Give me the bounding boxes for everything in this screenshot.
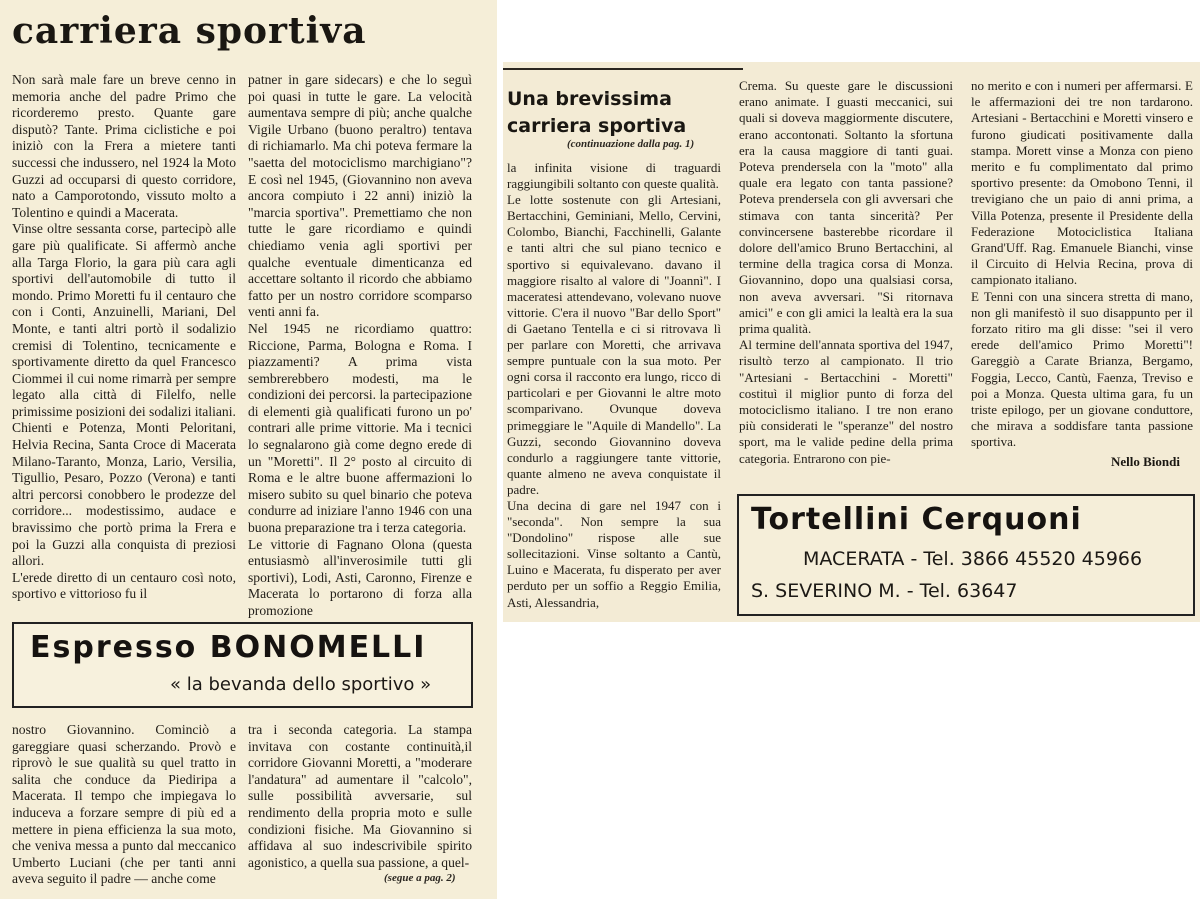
headline: carriera sportiva — [12, 10, 367, 52]
article-column-2: Crema. Su queste gare le discussioni erano animate. I guasti meccanici, sui quali si doveva maggiormente discutere, erano accontonati. Soltanto la sfortuna era la causa maggiore di tanti guai. Poteva prendersela con la "moto" alla quale era legato con tanta passione? Poteva prendersela con gli avversari che stimava con tanta sincerità? Per convincersene basterebbe ricordare il dolore dell'amico Bruno Bertacchini, al termine della tragica corsa di Monza. Giovannino, dopo una qualsiasi corsa, non aveva avversari. "Si ritornava amici" e con gli amici la lealtà era la sua prima qualità. Al termine dell'annata sportiva del 1947, risultò terzo al campionato. Il trio "Artesiani - Bertacchini - Moretti" costituì il miglior punto di forza del motociclismo italiano. I tre non erano più considerati le "speranze" del nostro sport, ma le valide pedine della prima categoria. Entrarono con pie- — [739, 78, 953, 466]
left-clipping — [0, 0, 497, 899]
byline: Nello Biondi — [1111, 454, 1180, 469]
article-column-4: tra i seconda categoria. La stampa invitava con costante continuità,il corridore Giovanni Moretti, a "moderare l'andatura" ad aumentare il "calcolo", sulle possibilità avversarie, sul rendimento della propria moto e sulle condizioni fisiche. Ma Giovannino si affidava al suo indescrivibile spirito agonistico, a quella sua passione, a quel- — [248, 722, 472, 870]
cerquoni-ad — [737, 494, 1195, 616]
article-column-3: no merito e con i numeri per affermarsi. E le affermazioni dei tre non tardarono. Artesiani - Bertacchini e Moretti vinsero e furono giudicati positivamente dalla stampa. Morett vinse a Monza con pieno merito e fu complimentato dal primo sportivo presente: da Omobono Tenni, il trevigiano che un paio di anni prima, a Villa Potenza, presente il Presidente della Federazione Motociclistica Italiana Grand'Uff. Rag. Emanuele Bianchi, vinse il Circuito di Helvia Recina, prova di campionato italiano. E Tenni con una sincera stretta di mano, non gli manifestò il suo disappunto per il forzato ritiro ma gli disse: "sei il vero erede dell'amico Primo Moretti"! Gareggiò a Carate Brianza, Bergamo, Foggia, Lecco, Cantù, Faenza, Treviso e poi a Monza. Questa ultima gara, fu un triste epilogo, per un giovane conduttore, che mirava a soddisfare tanta passione sportiva. — [971, 78, 1193, 450]
ad-brand-name: Espresso BONOMELLI — [30, 630, 427, 665]
top-rule — [503, 68, 743, 70]
headline-line-2: carriera sportiva — [507, 115, 687, 137]
article-column-3: nostro Giovannino. Cominciò a gareggiare quasi scherzando. Provò e riprovò le sue qualità su quel tratto in salita che conduce da Piediripa a Macerata. Il tempo che impiegava lo induceva a forzare sempre di più ed a mettere in piena efficienza la sua moto, che veniva messa a punto dal meccanico Umberto Luciani (che per tanti anni aveva seguito il padre — anche come — [12, 722, 236, 887]
headline-line-1: Una brevissima — [507, 88, 672, 110]
article-column-1: la infinita visione di traguardi raggiungibili soltanto con queste qualità. Le lotte sostenute con gli Artesiani, Bertacchini, Geminiani, Mello, Cervini, Colombo, Bianchi, Facchinelli, Galante e tanti altri che sul piano tecnico e sportivo si equivalevano. davano il maggiore risalto al valore di "Joannì". I maceratesi attendevano, volevano nuove vittorie. C'era il nuovo "Bar dello Sport" di Gaetano Tentella e ci si ritrovava lì per parlare con Moretti, che arrivava sempre puntuale con la sua moto. Per ogni corsa il racconto era lungo, ricco di particolari e per Giovanni le altre moto scomparivano. Ovunque doveva primeggiare le "Aquile di Mandello". La Guzzi, secondo Giovannino doveva condurlo a raggiungere tante vittorie, quante almeno ne aveva conquistate il padre. Una decina di gare nel 1947 con i "seconda". Non sempre la sua "Dondolino" rispose alle sue sollecitazioni. Vinse soltanto a Cantù, Luino e Macerata, fu disperato per aver perduto per un soffio a Reggio Emilia, Asti, Alessandria, — [507, 160, 721, 610]
right-clipping — [503, 62, 1200, 622]
article-column-2: patner in gare sidecars) e che lo seguì poi quasi in tutte le gare. La velocità aumentava sempre di più; anche qualche Vigile Urbano (buono peraltro) tentava di richiamarlo. Ma chi poteva fermare la "saetta del motociclismo marchigiano"? E così nel 1945, (Giovannino non aveva ancora compiuto i 22 anni) iniziò la "marcia sportiva". Premettiamo che non tutte le gare ricordiamo e quindi chiediamo venia agli sportivi per qualche eventuale dimenticanza ed accettare soltanto il ricordo che abbiamo fatto per un nostro corridore scomparso venti anni fa. Nel 1945 ne ricordiamo quattro: Riccione, Parma, Bologna e Roma. I piazzamenti? A prima vista sembrerebbero modesti, ma le condizioni dei percorsi. la partecipazione di elementi già qualificati furono un po' contrari alle prime vittorie. Ma i tecnici lo segnalarono già come degno erede di un "Moretti". Il 2° posto al circuito di Roma e le altre buone affermazioni lo misero subito su quel binario che poteva condurre ad iniziare l'anno 1946 con una buona preparazione tra i terza categoria. Le vittorie di Fagnano Olona (questa entusiasmò all'inverosimile tutti gli sportivi), Lodi, Asti, Caronno, Firenze e Macerata lo portarono di forza alla promozione — [248, 72, 472, 618]
ad-brand-name: Tortellini Cerquoni — [751, 502, 1082, 537]
article-column-1: Non sarà male fare un breve cenno in memoria anche del padre Primo che ricorderemo presto. Quante gare disputò? Tante. Prima ciclistiche e poi iniziò con la Frera a mietere tanti successi che indussero, nel 1924 la Moto Guzzi ad occuparsi di questo corridore, nato a Camporotondo, vissuto molto a Tolentino e quindi a Macerata. Vinse oltre sessanta corse, partecipò alle gare più qualificate. Si affermò anche alla Targa Florio, la gara più cara agli sportivi dell'automobile di tutto il mondo. Primo Moretti fu il centauro che con i Conti, Anzuinelli, Mariani, Del Monte, e tanti altri portò il sodalizio cremisi di Tolentino, tecnicamente e sportivamente diretto da quel Francesco Ciommei il cui nome rimarrà per sempre legato alla città di Filelfo, nelle primissime posizioni dei sodalizi italiani. Chienti e Potenza, Monti Peloritani, Helvia Recina, Santa Croce di Macerata Milano-Taranto, Monza, Lario, Versilia, Tigullio, Pesaro, Pozzo (Verona) e tanti altri percorsi conobbero le prodezze del corridore... modestissimo, audace e bravissimo che portò prima la Frera e poi la Guzzi alla conquista di preziosi allori. L'erede diretto di un centauro così noto, sportivo e vittorioso fu il — [12, 72, 236, 602]
ad-slogan: « la bevanda dello sportivo » — [170, 674, 432, 695]
continuation-note: (continuazione dalla pag. 1) — [567, 138, 695, 150]
ad-phone-severino: S. SEVERINO M. - Tel. 63647 — [751, 580, 1018, 602]
continued-note: (segue a pag. 2) — [384, 872, 456, 884]
headline — [507, 86, 686, 140]
bonomelli-ad — [12, 622, 473, 708]
ad-phone-macerata: MACERATA - Tel. 3866 45520 45966 — [803, 548, 1143, 570]
